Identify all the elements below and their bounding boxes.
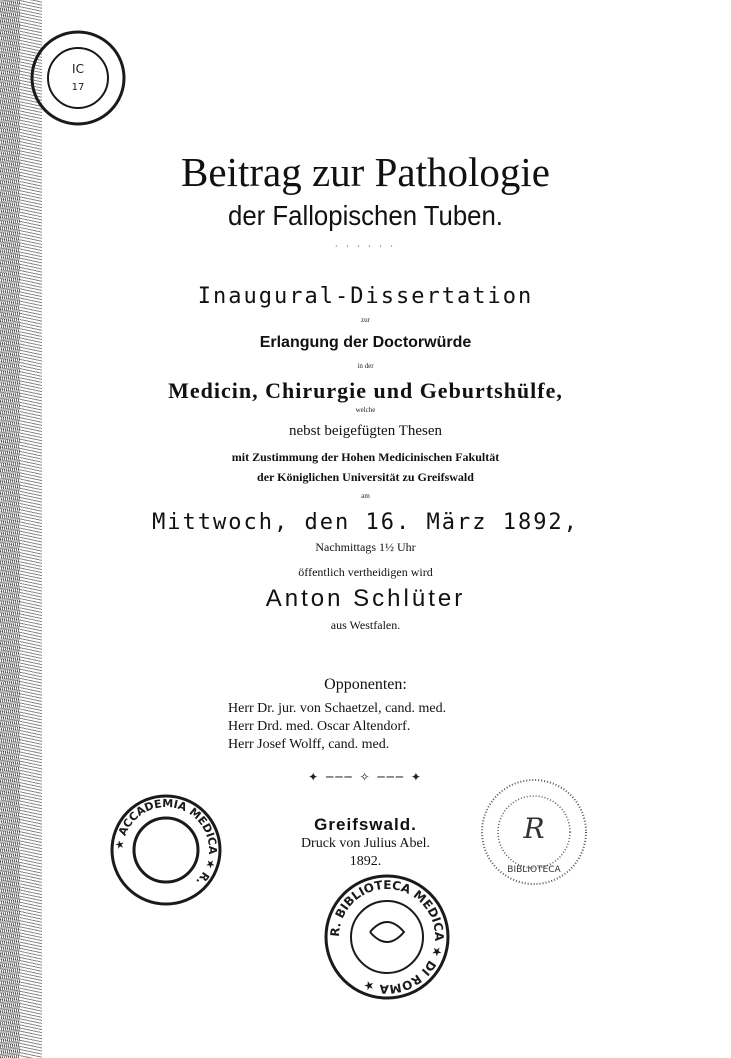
- faculties-text: Medicin, Chirurgie und Geburtshülfe,: [168, 378, 563, 403]
- erlangung-text: Erlangung der Doctorwürde: [259, 334, 472, 351]
- dissertation-label: Inaugural-Dissertation: [197, 284, 534, 309]
- nebst-text: nebst beigefügten Thesen: [288, 423, 442, 439]
- svg-text:R: R: [523, 812, 545, 845]
- opponents-list: [228, 700, 446, 754]
- ornament-top: · · · · · ·: [335, 242, 396, 251]
- svg-text:17: 17: [71, 82, 85, 93]
- am-text: am: [361, 492, 370, 500]
- library-stamp-bottom-center: [322, 872, 452, 1002]
- library-stamp-bottom-right: [478, 776, 590, 888]
- author-name: Anton Schlüter: [265, 585, 466, 612]
- opponent-item: Herr Josef Wolff, cand. med.: [228, 737, 390, 752]
- opponent-item: Herr Dr. jur. von Schaetzel, cand. med.: [228, 701, 447, 716]
- svg-text:★ ACCADEMIA MEDICA ★ R.: ★ ACCADEMIA MEDICA ★ R.: [112, 796, 220, 889]
- in-der-text: in der: [357, 362, 374, 370]
- zur-text: zur: [361, 316, 370, 324]
- publication-year: 1892.: [349, 854, 382, 869]
- publication-place: Greifswald.: [314, 815, 417, 834]
- document-title: Beitrag zur Pathologie: [181, 149, 550, 195]
- defense-time: Nachmittags 1½ Uhr: [315, 540, 416, 554]
- opponents-heading: Opponenten:: [324, 676, 407, 693]
- oeffentlich-text: öffentlich vertheidigen wird: [298, 565, 433, 579]
- mit-zustimmung-text: mit Zustimmung der Hohen Medicinischen Fakultät: [231, 450, 500, 464]
- academy-stamp-bottom-left: [108, 792, 224, 908]
- university-text: der Königlichen Universität zu Greifswald: [257, 470, 474, 484]
- svg-text:IC: IC: [72, 62, 84, 76]
- defense-date: Mittwoch, den 16. März 1892,: [152, 510, 579, 535]
- svg-text:R. BIBLIOTECA MEDICA ★ DI ROMA: R. BIBLIOTECA MEDICA ★ DI ROMA ★: [327, 877, 447, 997]
- svg-text:BIBLIOTECA: BIBLIOTECA: [507, 865, 561, 875]
- opponent-item: Herr Drd. med. Oscar Altendorf.: [228, 719, 411, 734]
- document-subtitle: der Fallopischen Tuben.: [228, 200, 503, 231]
- author-origin: aus Westfalen.: [330, 618, 401, 632]
- welche-text: welche: [355, 406, 376, 414]
- printer-text: Druck von Julius Abel.: [300, 836, 431, 851]
- ornament-bottom: ✦ ─── ✧ ─── ✦: [308, 770, 423, 784]
- library-stamp-top-left: [28, 28, 128, 128]
